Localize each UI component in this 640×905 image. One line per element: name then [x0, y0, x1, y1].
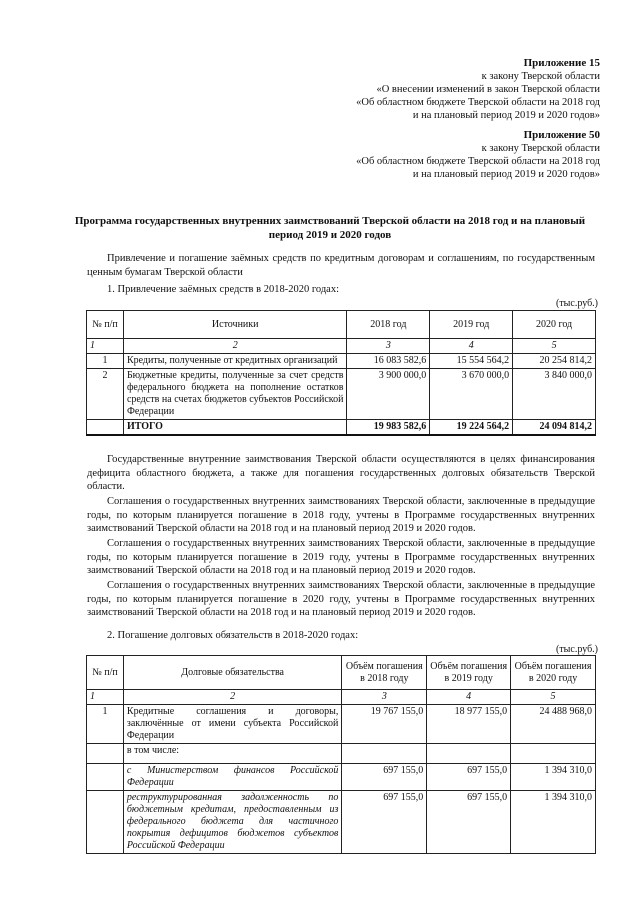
col-2020-header: Объём погашения в 2020 году [511, 656, 596, 690]
section-1-heading: 1. Привлечение заёмных средств в 2018-2020 годах: [107, 284, 340, 295]
row-2019: 18 977 155,0 [427, 705, 511, 744]
total-2018: 19 983 582,6 [347, 420, 430, 436]
row-name: реструктурированная задолженность по бюджетным кредитам, предоставленным из федерального бюджета для частичного покрытия дефицитов бюджетов субъектов Российской Федерации [123, 791, 341, 854]
col-source-header: Источники [123, 311, 347, 339]
row-name: с Министерством финансов Российской Федерации [123, 764, 341, 791]
intro-paragraph: Привлечение и погашение заёмных средств по кредитным договорам и соглашениям, по государственным ценным бумагам Тверской области [87, 253, 595, 278]
row-2019: 3 670 000,0 [430, 369, 513, 420]
row-2019 [427, 744, 511, 764]
col-num: 2 [123, 690, 341, 705]
row-name: Кредиты, полученные от кредитных организаций [123, 354, 347, 369]
table-row [87, 764, 596, 791]
col-2019-header: Объём погашения в 2019 году [427, 656, 511, 690]
col-num: 4 [430, 339, 513, 354]
column-number-row [87, 339, 596, 354]
row-2020: 20 254 814,2 [513, 354, 596, 369]
row-2020 [511, 744, 596, 764]
col-num: 1 [87, 690, 124, 705]
repayment-table [86, 655, 596, 854]
paragraph-2: Соглашения о государственных внутренних заимствованиях Тверской области, заключенные в предыдущие годы, по которым планируется погашение в 2018 году, учтены в Программе государственных внутренних заимствований Тверской области на 2018 год и на плановый период 2019 и 2020 годов. [87, 496, 595, 534]
paragraph-4: Соглашения о государственных внутренних заимствованиях Тверской области, заключенные в предыдущие годы, по которым планируется погашение в 2020 году, учтены в Программе государственных внутренних заимствований Тверской области на 2018 год и на плановый период 2019 и 2020 годов. [87, 580, 595, 618]
appendix-50-line-3: и на плановый период 2019 и 2020 годов» [412, 169, 600, 180]
section-2-heading: 2. Погашение долговых обязательств в 2018-2020 годах: [107, 630, 359, 641]
row-no [87, 764, 124, 791]
row-no: 1 [87, 354, 124, 369]
total-label: ИТОГО [123, 420, 347, 436]
total-2020: 24 094 814,2 [513, 420, 596, 436]
total-2019: 19 224 564,2 [430, 420, 513, 436]
col-2019-header: 2019 год [430, 311, 513, 339]
unit-label-1: (тыс.руб.) [555, 298, 598, 309]
col-obligation-header: Долговые обязательства [123, 656, 341, 690]
row-no [87, 791, 124, 854]
document-title: Программа государственных внутренних заимствований Тверской области на 2018 год и на плановый период 2019 и 2020 годов [74, 215, 586, 241]
row-2018: 697 155,0 [342, 791, 427, 854]
col-num: 5 [513, 339, 596, 354]
total-row [87, 420, 596, 436]
appendix-15-line-4: и на плановый период 2019 и 2020 годов» [412, 110, 600, 121]
appendix-50-line-2: «Об областном бюджете Тверской области на 2018 год [356, 156, 600, 167]
col-2018-header: 2018 год [347, 311, 430, 339]
col-no-header: № п/п [87, 311, 124, 339]
appendix-50-line-1: к закону Тверской области [481, 143, 600, 154]
table-row [87, 354, 596, 369]
col-num: 4 [427, 690, 511, 705]
appendix-50-header [356, 129, 600, 181]
row-2018: 697 155,0 [342, 764, 427, 791]
appendix-15-line-2: «О внесении изменений в закон Тверской области [376, 84, 600, 95]
unit-label-2: (тыс.руб.) [555, 644, 598, 655]
paragraph-1: Государственные внутренние заимствования Тверской области осуществляются в целях финансирования дефицита областного бюджета, а также для погашения государственных долговых обязательств Тверской области. [87, 454, 595, 492]
row-name: Бюджетные кредиты, полученные за счет средств федерального бюджета на пополнение остатков средств на счетах бюджетов субъектов Российской Федерации [123, 369, 347, 420]
row-2019: 15 554 564,2 [430, 354, 513, 369]
row-name: в том числе: [123, 744, 341, 764]
row-2018: 19 767 155,0 [342, 705, 427, 744]
borrowings-table [86, 310, 596, 436]
table-row [87, 791, 596, 854]
row-2018: 3 900 000,0 [347, 369, 430, 420]
table-header-row [87, 656, 596, 690]
col-num: 3 [347, 339, 430, 354]
row-no: 1 [87, 705, 124, 744]
total-no [87, 420, 124, 436]
row-no [87, 744, 124, 764]
row-2019: 697 155,0 [427, 791, 511, 854]
table-header-row [87, 311, 596, 339]
row-no: 2 [87, 369, 124, 420]
appendix-50-title: Приложение 50 [523, 129, 600, 141]
appendix-15-header [356, 57, 600, 122]
row-2020: 24 488 968,0 [511, 705, 596, 744]
col-num: 1 [87, 339, 124, 354]
appendix-15-line-3: «Об областном бюджете Тверской области на 2018 год [356, 97, 600, 108]
row-2020: 1 394 310,0 [511, 791, 596, 854]
col-num: 5 [511, 690, 596, 705]
row-2020: 1 394 310,0 [511, 764, 596, 791]
row-2018 [342, 744, 427, 764]
row-name: Кредитные соглашения и договоры, заключённые от имени субъекта Российской Федерации [123, 705, 341, 744]
column-number-row [87, 690, 596, 705]
col-no-header: № п/п [87, 656, 124, 690]
table-row [87, 705, 596, 744]
col-2020-header: 2020 год [513, 311, 596, 339]
row-2019: 697 155,0 [427, 764, 511, 791]
col-2018-header: Объём погашения в 2018 году [342, 656, 427, 690]
row-2018: 16 083 582,6 [347, 354, 430, 369]
row-2020: 3 840 000,0 [513, 369, 596, 420]
appendix-15-line-1: к закону Тверской области [481, 71, 600, 82]
appendix-15-title: Приложение 15 [523, 57, 600, 69]
paragraph-3: Соглашения о государственных внутренних заимствованиях Тверской области, заключенные в предыдущие годы, по которым планируется погашение в 2019 году, учтены в Программе государственных внутренних заимствований Тверской области на 2018 год и на плановый период 2019 и 2020 годов. [87, 538, 595, 576]
col-num: 2 [123, 339, 347, 354]
table-row [87, 369, 596, 420]
col-num: 3 [342, 690, 427, 705]
table-row [87, 744, 596, 764]
